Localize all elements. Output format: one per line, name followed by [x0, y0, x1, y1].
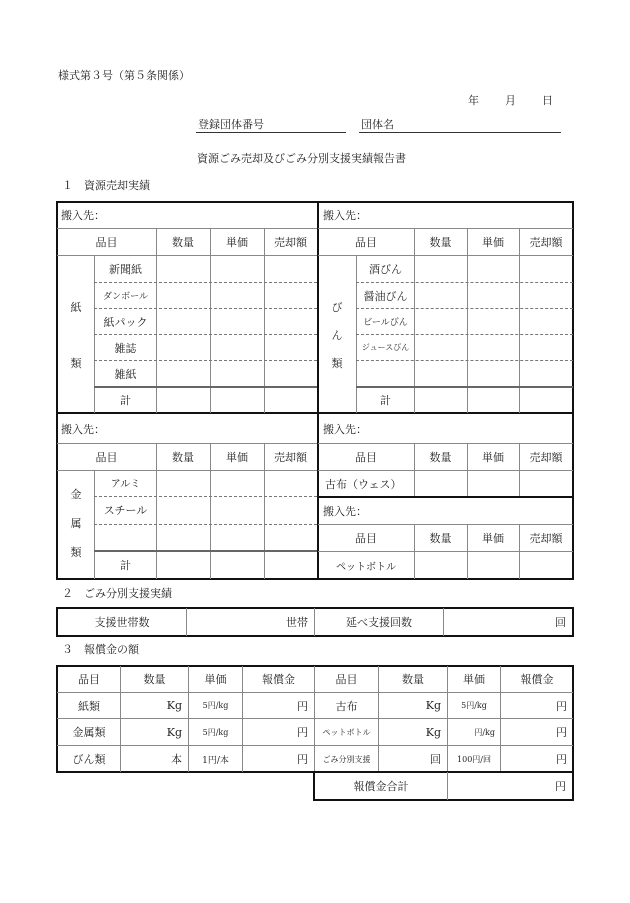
col-line: [264, 443, 265, 579]
reward-col-item: 品目: [335, 673, 358, 686]
group-name-label: 団体名: [361, 118, 394, 131]
pet-col-item: 品目: [355, 532, 377, 545]
reward-qty-field[interactable]: Kg: [166, 699, 182, 712]
bottles-col-price: 単価: [482, 236, 504, 249]
reward-col-qty: 数量: [143, 673, 166, 686]
metals-col-item: 品目: [95, 451, 118, 464]
reward-total-label: 報償金合計: [353, 780, 409, 793]
registration-number-field[interactable]: [196, 132, 346, 133]
bottles-destination-label: 搬入先：: [323, 209, 367, 222]
col-line: [414, 524, 415, 579]
cloth-col-price: 単価: [482, 451, 504, 464]
col-line: [467, 524, 468, 579]
cloth-item: 古布（ウェス）: [325, 478, 402, 491]
row-line: [94, 496, 317, 497]
reward-item: ごみ分別支援: [322, 754, 371, 764]
visits-label: 延べ支援回数: [346, 616, 412, 629]
metals-category-char: 金: [70, 488, 82, 501]
visits-field[interactable]: 回: [555, 616, 566, 629]
bottles-col-qty: 数量: [429, 236, 452, 249]
reward-amount-field[interactable]: 円: [297, 753, 308, 766]
metals-destination-label: 搬入先：: [61, 423, 105, 436]
pet-col-price: 単価: [482, 532, 504, 545]
reward-col-item: 品目: [78, 673, 100, 686]
metals-col-amount: 売却額: [274, 451, 307, 464]
households-label: 支援世帯数: [94, 616, 150, 629]
bottles-category-char: ん: [331, 329, 343, 342]
metals-total-label: 計: [120, 559, 131, 572]
metals-item: スチール: [103, 504, 148, 517]
paper-item: 新聞紙: [109, 263, 142, 276]
reward-qty-field[interactable]: 回: [430, 753, 441, 766]
paper-col-price: 単価: [226, 236, 248, 249]
reward-amount-field[interactable]: 円: [556, 699, 567, 713]
reward-price: 5円/kg: [202, 727, 229, 737]
registration-number-label: 登録団体番号: [198, 118, 264, 131]
reward-qty-field[interactable]: Kg: [425, 699, 441, 712]
reward-item: びん類: [72, 753, 106, 766]
col-line: [519, 443, 520, 497]
reward-price: 円/kg: [474, 727, 495, 737]
paper-category-char: 類: [70, 357, 82, 370]
divider: [56, 412, 574, 414]
reward-amount-field[interactable]: 円: [556, 753, 567, 766]
reward-price: 5円/kg: [202, 701, 229, 710]
bottles-col-amount: 売却額: [529, 236, 563, 249]
cloth-destination-label: 搬入先：: [323, 423, 367, 436]
bottles-category-char: び: [331, 301, 343, 314]
reward-item: 紙類: [78, 699, 100, 713]
paper-item: 紙パック: [103, 315, 148, 329]
metals-item: アルミ: [110, 478, 141, 490]
col-line: [519, 524, 520, 579]
households-field[interactable]: 世帯: [286, 616, 308, 629]
divider: [318, 496, 573, 498]
reward-item: ペットボトル: [322, 727, 371, 737]
bottles-item: 酒びん: [369, 263, 402, 276]
pet-col-amount: 売却額: [529, 532, 563, 545]
paper-item: 雑誌: [114, 341, 137, 355]
col-line: [210, 443, 211, 579]
reward-total-field[interactable]: 円: [555, 780, 566, 793]
paper-category-char: 紙: [70, 301, 82, 314]
form-number: 様式第３号（第５条関係）: [58, 69, 190, 82]
reward-col-qty: 数量: [402, 673, 424, 686]
reward-qty-field[interactable]: Kg: [166, 725, 182, 739]
reward-qty-field[interactable]: 本: [171, 753, 182, 766]
bottles-total-label: 計: [380, 394, 391, 407]
col-line: [414, 443, 415, 497]
section3-heading: ３ 報償金の額: [62, 643, 139, 656]
reward-price: 100円/回: [457, 754, 491, 764]
paper-destination-label: 搬入先：: [61, 209, 105, 222]
group-name-field[interactable]: [359, 132, 561, 133]
metals-col-qty: 数量: [172, 451, 194, 464]
paper-item: 雑紙: [114, 367, 137, 381]
report-title: 資源ごみ売却及びごみ分別支援実績報告書: [197, 152, 406, 165]
bottles-item: [357, 361, 414, 386]
date-year: 年: [468, 94, 479, 107]
metals-category-char: 属: [70, 517, 82, 530]
section1-heading: １ 資源売却実績: [62, 179, 150, 192]
paper-total-label: 計: [120, 394, 131, 407]
cloth-col-qty: 数量: [429, 451, 452, 464]
paper-col-item: 品目: [95, 236, 118, 249]
reward-amount-field[interactable]: 円: [297, 726, 308, 739]
pet-col-qty: 数量: [429, 532, 452, 545]
reward-price: 1円/本: [202, 755, 229, 766]
reward-col-price: 単価: [204, 673, 227, 686]
reward-amount-field[interactable]: 円: [556, 726, 567, 739]
reward-item: 金属類: [72, 726, 106, 739]
cloth-col-item: 品目: [355, 451, 377, 464]
bottles-item: ジュースびん: [361, 343, 410, 352]
section2-heading: ２ ごみ分別支援実績: [62, 587, 172, 600]
bottles-col-item: 品目: [355, 236, 377, 249]
reward-col-amount: 報償金: [520, 673, 554, 686]
reward-col-price: 単価: [463, 673, 485, 686]
paper-col-qty: 数量: [172, 236, 194, 249]
col-line: [467, 443, 468, 497]
date-day: 日: [542, 94, 553, 107]
metals-col-price: 単価: [226, 451, 248, 464]
date-month: 月: [505, 94, 516, 107]
bottles-item: ビールびん: [363, 318, 408, 328]
metals-category-char: 類: [70, 546, 82, 559]
reward-col-amount: 報償金: [262, 673, 295, 686]
bottles-category-char: 類: [331, 357, 343, 370]
metals-item: [95, 525, 156, 550]
reward-item: 古布: [335, 699, 358, 713]
bottles-item: 醤油びん: [363, 289, 408, 303]
reward-price: 5円/kg: [461, 701, 487, 710]
paper-item: ダンボール: [103, 292, 148, 302]
pet-destination-label: 搬入先：: [323, 505, 367, 518]
paper-col-amount: 売却額: [274, 236, 307, 249]
col-line: [156, 443, 157, 579]
pet-item: ペットボトル: [336, 561, 396, 573]
cloth-col-amount: 売却額: [529, 451, 563, 464]
reward-qty-field[interactable]: Kg: [425, 725, 441, 739]
reward-amount-field[interactable]: 円: [297, 699, 308, 713]
